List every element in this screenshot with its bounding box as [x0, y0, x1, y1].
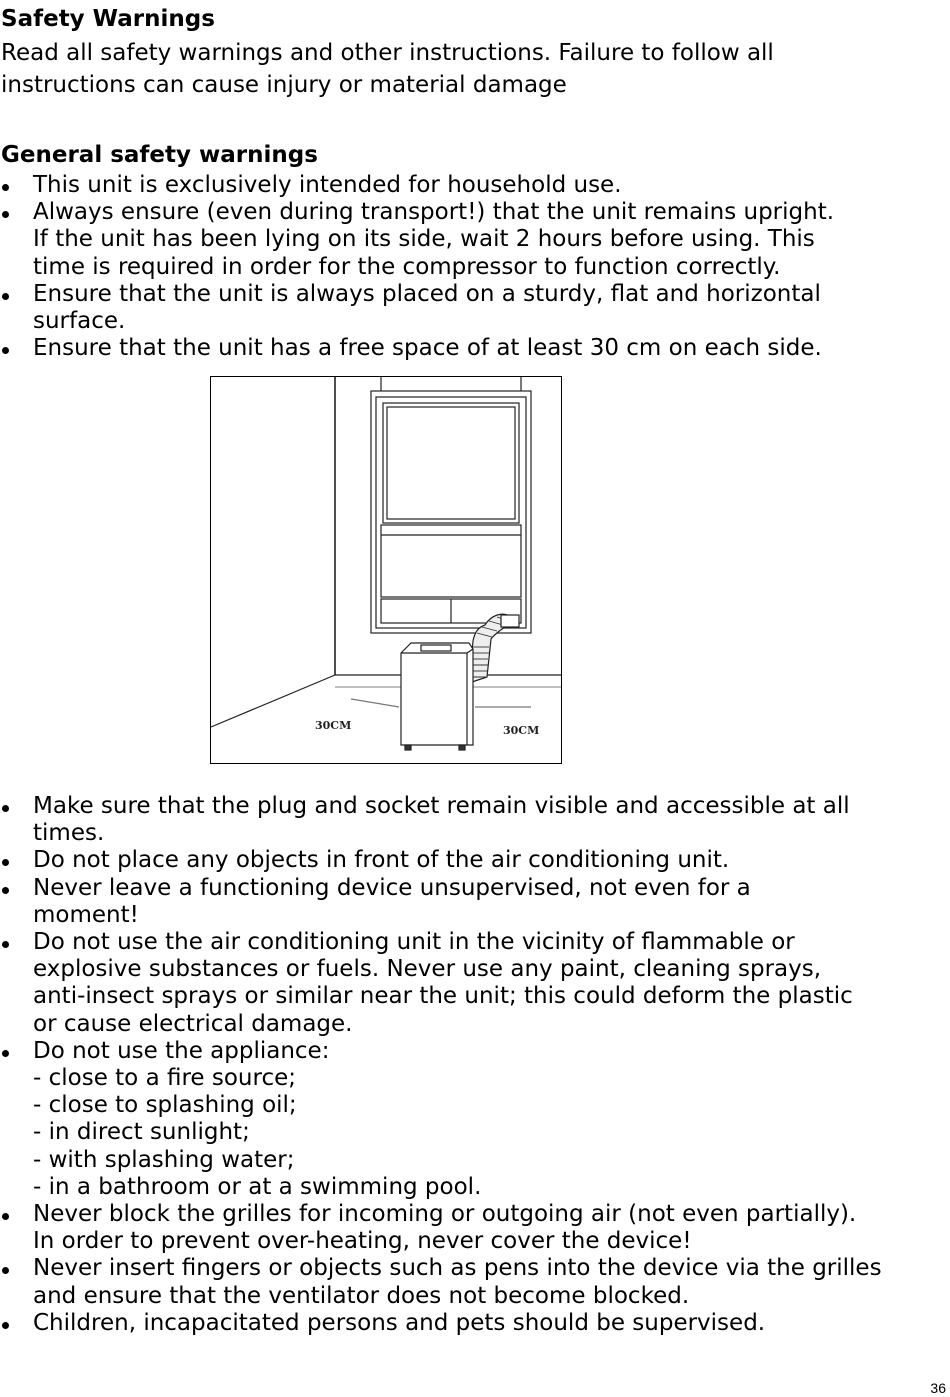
list-item-line: time is required in order for the compressor to function correctly. — [33, 253, 781, 280]
list-item-line: or cause electrical damage. — [33, 1010, 353, 1037]
bullet-icon — [2, 1050, 9, 1057]
list-item-line: - close to a fire source; — [33, 1065, 296, 1092]
clearance-label-left: 30CM — [315, 719, 352, 732]
list-item-line: Never leave a functioning device unsupervised, not even for a — [33, 874, 751, 901]
clearance-label-right: 30CM — [503, 724, 540, 737]
page-title: Safety Warnings — [1, 6, 215, 32]
safety-list-general — [0, 172, 948, 362]
intro-paragraph — [1, 37, 921, 101]
list-item-line: Never block the grilles for incoming or outgoing air (not even partially). — [33, 1201, 857, 1228]
bullet-icon — [2, 941, 9, 948]
bullet-icon — [2, 184, 9, 191]
list-item — [0, 172, 948, 199]
list-item — [0, 1255, 948, 1309]
list-item-line: Do not use the appliance: — [33, 1037, 330, 1064]
list-item-line: Ensure that the unit has a free space of at least 30 cm on each side. — [33, 335, 822, 362]
list-item — [0, 199, 948, 281]
list-item-line: - in direct sunlight; — [33, 1119, 250, 1146]
bullet-icon — [2, 1322, 9, 1329]
list-item — [0, 1310, 948, 1337]
list-item-line: Do not use the air conditioning unit in the vicinity of flammable or — [33, 929, 795, 956]
list-item-line: moment! — [33, 901, 139, 928]
bullet-icon — [2, 859, 9, 866]
list-item-line: explosive substances or fuels. Never use any paint, cleaning sprays, — [33, 956, 822, 983]
list-item — [0, 1201, 948, 1255]
list-item-line: This unit is exclusively intended for household use. — [33, 172, 622, 198]
list-item-line: Children, incapacitated persons and pets should be supervised. — [33, 1309, 766, 1336]
intro-line: instructions can cause injury or material damage — [1, 72, 567, 98]
list-item-line: If the unit has been lying on its side, wait 2 hours before using. This — [33, 226, 815, 253]
list-item — [0, 1038, 948, 1201]
bullet-icon — [2, 1213, 9, 1220]
page-number: 36 — [930, 1380, 946, 1396]
list-item-line: Always ensure (even during transport!) that the unit remains upright. — [33, 199, 835, 226]
intro-line: Read all safety warnings and other instructions. Failure to follow all — [1, 40, 774, 66]
list-item-line: - close to splashing oil; — [33, 1092, 297, 1119]
list-item-line: surface. — [33, 308, 126, 335]
bullet-icon — [2, 805, 9, 812]
list-item-line: Ensure that the unit is always placed on a sturdy, flat and horizontal — [33, 280, 821, 307]
bullet-icon — [2, 347, 9, 354]
list-item-line: - in a bathroom or at a swimming pool. — [33, 1173, 482, 1200]
section-heading: General safety warnings — [1, 142, 318, 168]
list-item — [0, 793, 948, 847]
list-item-line: - with splashing water; — [33, 1146, 295, 1173]
list-item-line: times. — [33, 820, 105, 847]
list-item — [0, 281, 948, 335]
list-item — [0, 929, 948, 1038]
list-item — [0, 847, 948, 874]
bullet-icon — [2, 1267, 9, 1274]
list-item-line: Never insert fingers or objects such as pens into the device via the grilles — [33, 1255, 882, 1282]
placement-illustration — [210, 376, 562, 764]
list-item-line: anti-insect sprays or similar near the unit; this could deform the plastic — [33, 983, 853, 1010]
list-item-line: Make sure that the plug and socket remain visible and accessible at all — [33, 793, 850, 819]
list-item — [0, 335, 948, 362]
list-item — [0, 875, 948, 929]
list-item-line: Do not place any objects in front of the air conditioning unit. — [33, 847, 730, 874]
list-item-line: and ensure that the ventilator does not become blocked. — [33, 1282, 690, 1309]
air-conditioner-window-drawing — [211, 377, 561, 763]
bullet-icon — [2, 887, 9, 894]
list-item-line: In order to prevent over-heating, never cover the device! — [33, 1228, 692, 1255]
bullet-icon — [2, 211, 9, 218]
bullet-icon — [2, 293, 9, 300]
safety-list-additional — [0, 793, 948, 1337]
